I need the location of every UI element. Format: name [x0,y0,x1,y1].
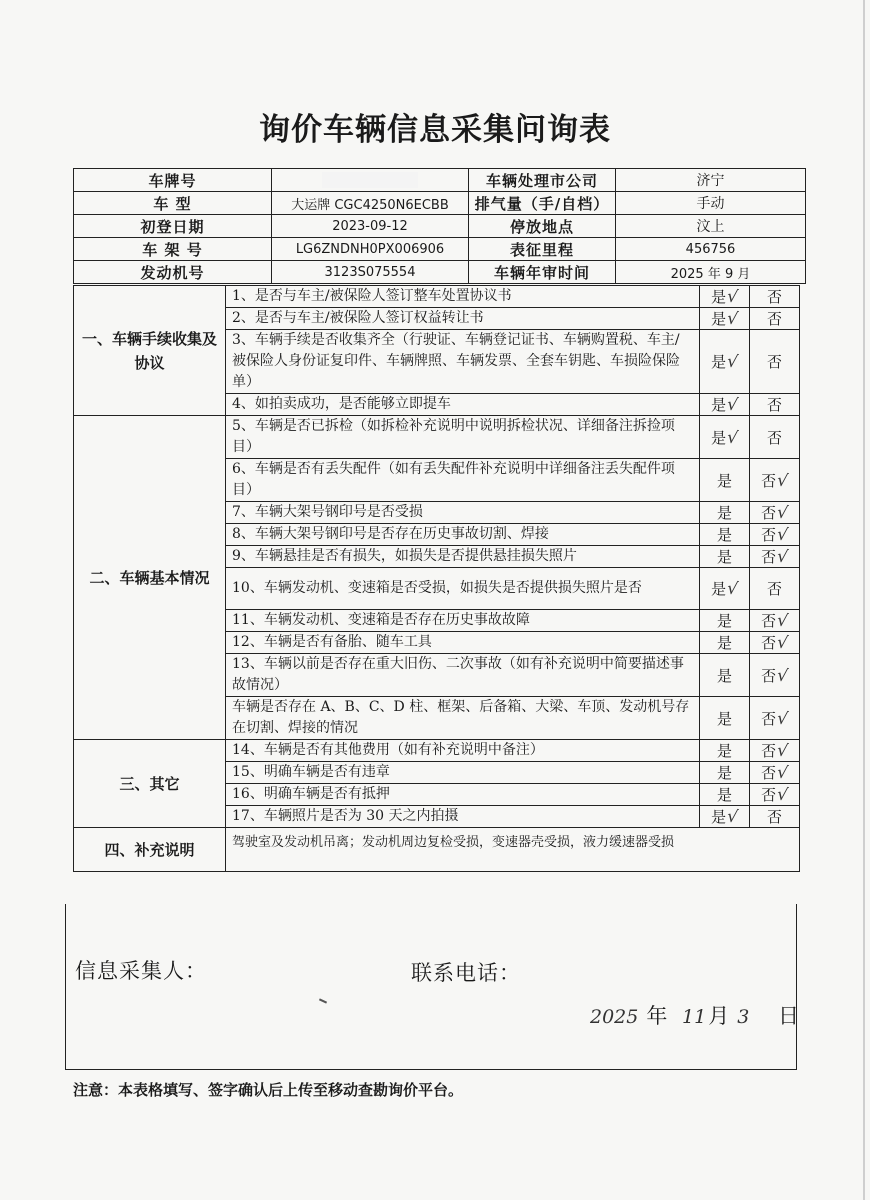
parking-label: 停放地点 [469,215,616,238]
transmission-label: 排气量（手/自档） [469,192,616,215]
date-year: 2025 [590,1006,639,1028]
collector-label: 信息采集人： [75,959,207,983]
yes-label: 是 [716,742,732,760]
info-row-regdate [74,215,806,238]
vehicle-info-table [73,168,806,284]
signature-area [65,904,800,1070]
info-row-vin [74,238,806,261]
no-label: 否 [761,786,777,804]
question-text: 1、是否与车主/被保险人签订整车处置协议书 [226,286,700,308]
answer-yes [700,502,750,524]
section-basic-condition-label: 二、车辆基本情况 [74,416,226,740]
answer-yes [700,740,750,762]
question-text: 7、车辆大架号钢印号是否受损 [226,502,700,524]
checkmark-icon: √ [775,524,790,546]
info-row-model [74,192,806,215]
answer-no [750,568,800,610]
checkmark-icon: √ [775,546,790,568]
scan-edge [863,0,865,1200]
answer-no [750,330,800,394]
yes-label: 是 [716,709,732,728]
answer-no [750,697,800,740]
engine-value: 3123S075554 [272,261,469,284]
answer-no [750,502,800,524]
redaction-mark [322,172,418,188]
answer-no [750,762,800,784]
answer-yes [700,286,750,308]
question-text: 14、车辆是否有其他费用（如有补充说明中备注） [226,740,700,762]
vin-label: 车 架 号 [74,238,272,261]
yes-label: 是 [716,764,732,782]
info-row-engine [74,261,806,284]
no-label: 否 [766,428,782,447]
no-label: 否 [761,742,777,760]
city-company-value: 济宁 [616,169,806,192]
answer-no [750,394,800,416]
question-text: 车辆是否存在 A、B、C、D 柱、框架、后备箱、大梁、车顶、发动机号存在切割、焊接的情况 [226,697,700,740]
answer-yes [700,524,750,546]
section-supplement-label: 四、补充说明 [74,828,226,872]
answer-yes [700,568,750,610]
no-label: 否 [761,548,777,566]
answer-yes [700,330,750,394]
model-value: 大运牌 CGC4250N6ECBB [272,192,469,215]
checkmark-icon: √ [775,502,790,524]
answer-no [750,632,800,654]
answer-no [750,308,800,330]
checkmark-icon: √ [775,664,790,687]
no-label: 否 [761,471,777,490]
inspection-value: 2025 年 9 月 [616,261,806,284]
no-label: 否 [761,666,777,685]
question-text: 6、车辆是否有丢失配件（如有丢失配件补充说明中详细备注丢失配件项目） [226,459,700,502]
section-procedures-label: 一、车辆手续收集及协议 [74,286,226,416]
answer-no [750,546,800,568]
checkmark-icon: √ [725,351,740,373]
question-text: 5、车辆是否已拆检（如拆检补充说明中说明拆检状况、详细备注拆捡项目） [226,416,700,459]
question-text: 10、车辆发动机、变速箱是否受损，如损失是否提供损失照片是否 [226,568,700,610]
checkmark-icon: √ [775,707,790,730]
question-text: 8、车辆大架号钢印号是否存在历史事故切割、焊接 [226,524,700,546]
vin-value: LG6ZNDNH0PX006906 [272,238,469,261]
yes-label: 是 [711,808,727,826]
answer-no [750,286,800,308]
yes-label: 是 [711,353,727,371]
checkmark-icon: √ [725,308,740,330]
no-label: 否 [766,580,782,598]
footnote: 注意：本表格填写、签字确认后上传至移动查勘询价平台。 [73,1081,464,1099]
answer-no [750,784,800,806]
question-text: 13、车辆以前是否存在重大旧伤、二次事故（如有补充说明中简要描述事故情况） [226,654,700,697]
mileage-label: 表征里程 [469,238,616,261]
reg-date-label: 初登日期 [74,215,272,238]
yes-label: 是 [716,786,732,804]
date-year-unit: 年 [646,1004,668,1028]
model-label: 车 型 [74,192,272,215]
checkmark-icon: √ [725,806,740,828]
question-text: 16、明确车辆是否有抵押 [226,784,700,806]
answer-yes [700,308,750,330]
answer-no [750,806,800,828]
form-title: 询价车辆信息采集问询表 [259,112,611,148]
plate-label: 车牌号 [74,169,272,192]
answer-no [750,740,800,762]
answer-no [750,524,800,546]
yes-label: 是 [716,471,732,490]
checkmark-icon: √ [775,762,790,784]
question-text: 17、车辆照片是否为 30 天之内拍摄 [226,806,700,828]
checkmark-icon: √ [725,426,740,449]
question-text: 11、车辆发动机、变速箱是否存在历史事故故障 [226,610,700,632]
checkmark-icon: √ [775,784,790,806]
checkmark-icon: √ [775,469,790,492]
supplement-row [74,828,800,872]
no-label: 否 [766,310,782,328]
yes-label: 是 [711,396,727,414]
phone-label: 联系电话： [411,961,521,985]
answer-no [750,654,800,697]
no-label: 否 [761,634,777,652]
answer-yes [700,762,750,784]
parking-value: 汶上 [616,215,806,238]
date-day: 3 [737,1006,750,1028]
answer-yes [700,459,750,502]
answer-yes [700,546,750,568]
yes-label: 是 [711,580,727,598]
yes-label: 是 [711,310,727,328]
no-label: 否 [761,709,777,728]
no-label: 否 [766,288,782,306]
checkmark-icon: √ [725,286,740,308]
answer-no [750,416,800,459]
date-month-unit: 月 [708,1004,730,1028]
plate-value [272,169,469,192]
signature-date [590,1000,807,1030]
answer-yes [700,784,750,806]
yes-label: 是 [716,634,732,652]
answer-yes [700,394,750,416]
answer-yes [700,416,750,459]
transmission-value: 手动 [616,192,806,215]
question-text: 12、车辆是否有备胎、随车工具 [226,632,700,654]
answer-yes [700,654,750,697]
checkmark-icon: √ [725,578,740,600]
question-text: 2、是否与车主/被保险人签订权益转让书 [226,308,700,330]
question-text: 15、明确车辆是否有违章 [226,762,700,784]
question-text: 9、车辆悬挂是否有损失，如损失是否提供悬挂损失照片 [226,546,700,568]
no-label: 否 [761,612,777,630]
question-text: 4、如拍卖成功，是否能够立即提车 [226,394,700,416]
answer-yes [700,610,750,632]
no-label: 否 [766,808,782,826]
reg-date-value: 2023-09-12 [272,215,469,238]
yes-label: 是 [716,666,732,685]
section-other-label: 三、其它 [74,740,226,828]
question-text: 3、车辆手续是否收集齐全（行驶证、车辆登记证书、车辆购置税、车主/被保险人身份证复印件、车辆牌照、车辆发票、全套车钥匙、车损险保险单） [226,330,700,394]
yes-label: 是 [716,612,732,630]
yes-label: 是 [711,288,727,306]
no-label: 否 [761,764,777,782]
date-month: 11 [682,1006,707,1028]
mileage-value: 456756 [616,238,806,261]
yes-label: 是 [716,526,732,544]
question-row [74,416,800,459]
no-label: 否 [766,396,782,414]
answer-yes [700,806,750,828]
checkmark-icon: √ [725,394,740,416]
engine-label: 发动机号 [74,261,272,284]
date-day-unit: 日 [778,1004,800,1028]
questionnaire-table [73,285,800,872]
question-row [74,740,800,762]
yes-label: 是 [711,428,727,447]
no-label: 否 [761,526,777,544]
yes-label: 是 [716,548,732,566]
supplement-note: 驾驶室及发动机吊离；发动机周边复检受损，变速器壳受损，液力缓速器受损 [226,828,800,872]
no-label: 否 [761,504,777,522]
info-row-plate [74,169,806,192]
question-row [74,286,800,308]
checkmark-icon: √ [775,632,790,654]
inspection-label: 车辆年审时间 [469,261,616,284]
yes-label: 是 [716,504,732,522]
answer-yes [700,632,750,654]
city-company-label: 车辆处理市公司 [469,169,616,192]
answer-yes [700,697,750,740]
checkmark-icon: √ [775,740,790,762]
no-label: 否 [766,353,782,371]
answer-no [750,459,800,502]
answer-no [750,610,800,632]
checkmark-icon: √ [775,610,790,632]
